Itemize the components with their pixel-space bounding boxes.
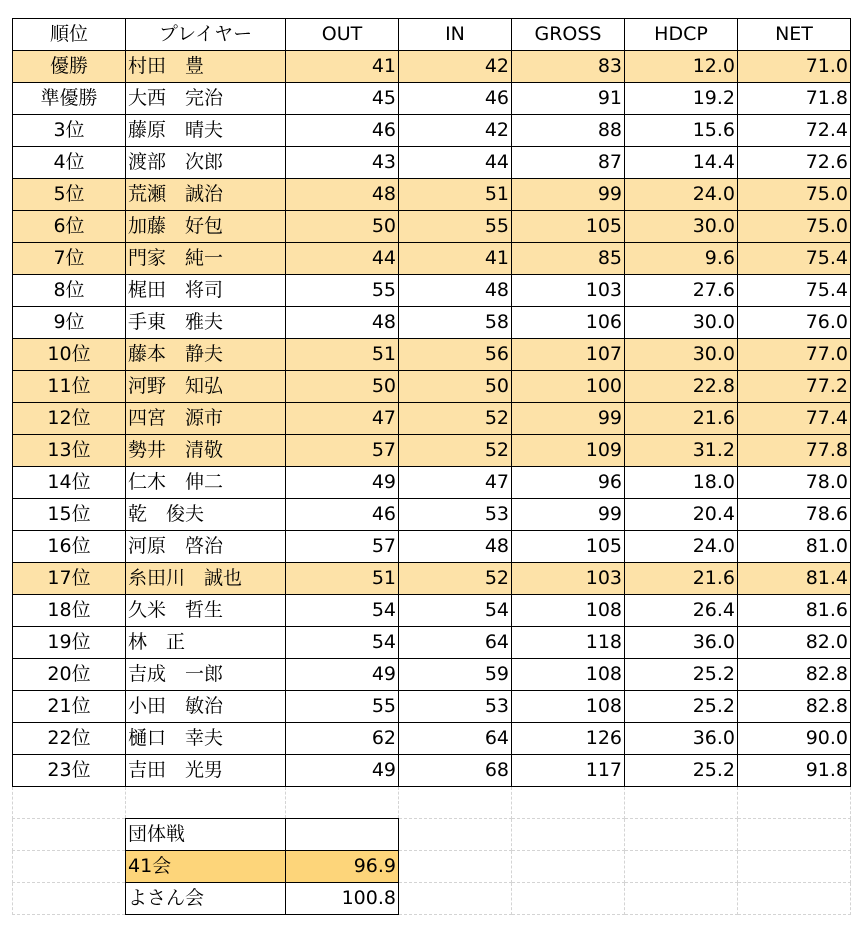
in-cell: 68 — [399, 755, 512, 787]
hdcp-cell: 31.2 — [625, 435, 738, 467]
empty-cell — [738, 819, 851, 851]
empty-cell — [625, 787, 738, 819]
out-cell: 55 — [286, 275, 399, 307]
team-score-cell: 96.9 — [286, 851, 399, 883]
out-cell: 46 — [286, 499, 399, 531]
table-row — [13, 435, 851, 467]
team-row — [13, 883, 851, 915]
gross-cell: 105 — [512, 211, 625, 243]
net-cell: 76.0 — [738, 307, 851, 339]
player-cell: 糸田川 誠也 — [126, 563, 286, 595]
in-cell: 47 — [399, 467, 512, 499]
net-cell: 71.8 — [738, 83, 851, 115]
rank-cell: 22位 — [13, 723, 126, 755]
in-cell: 58 — [399, 307, 512, 339]
hdcp-cell: 27.6 — [625, 275, 738, 307]
table-row — [13, 371, 851, 403]
player-cell: 勢井 清敬 — [126, 435, 286, 467]
team-title-row — [13, 819, 851, 851]
rank-cell: 14位 — [13, 467, 126, 499]
hdcp-cell: 25.2 — [625, 659, 738, 691]
empty-cell — [13, 851, 126, 883]
rank-cell: 5位 — [13, 179, 126, 211]
in-cell: 51 — [399, 179, 512, 211]
in-cell: 52 — [399, 563, 512, 595]
out-cell: 62 — [286, 723, 399, 755]
net-cell: 75.0 — [738, 211, 851, 243]
net-cell: 71.0 — [738, 51, 851, 83]
table-row — [13, 179, 851, 211]
gross-cell: 118 — [512, 627, 625, 659]
gross-cell: 96 — [512, 467, 625, 499]
net-cell: 81.6 — [738, 595, 851, 627]
team-score-cell: 100.8 — [286, 883, 399, 915]
player-cell: 藤原 晴夫 — [126, 115, 286, 147]
header-rank: 順位 — [13, 19, 126, 51]
hdcp-cell: 25.2 — [625, 691, 738, 723]
out-cell: 57 — [286, 531, 399, 563]
net-cell: 90.0 — [738, 723, 851, 755]
gross-cell: 109 — [512, 435, 625, 467]
in-cell: 53 — [399, 499, 512, 531]
table-row — [13, 563, 851, 595]
net-cell: 81.0 — [738, 531, 851, 563]
hdcp-cell: 24.0 — [625, 531, 738, 563]
table-row — [13, 275, 851, 307]
hdcp-cell: 19.2 — [625, 83, 738, 115]
table-row — [13, 51, 851, 83]
hdcp-cell: 25.2 — [625, 755, 738, 787]
gross-cell: 91 — [512, 83, 625, 115]
rank-cell: 優勝 — [13, 51, 126, 83]
rank-cell: 10位 — [13, 339, 126, 371]
table-row — [13, 531, 851, 563]
player-cell: 小田 敏治 — [126, 691, 286, 723]
in-cell: 48 — [399, 275, 512, 307]
gross-cell: 83 — [512, 51, 625, 83]
out-cell: 41 — [286, 51, 399, 83]
rank-cell: 23位 — [13, 755, 126, 787]
header-row — [13, 19, 851, 51]
hdcp-cell: 36.0 — [625, 627, 738, 659]
net-cell: 81.4 — [738, 563, 851, 595]
table-row — [13, 403, 851, 435]
gross-cell: 117 — [512, 755, 625, 787]
empty-cell — [13, 787, 126, 819]
gross-cell: 99 — [512, 179, 625, 211]
header-gross: GROSS — [512, 19, 625, 51]
out-cell: 54 — [286, 595, 399, 627]
player-cell: 林 正 — [126, 627, 286, 659]
net-cell: 78.6 — [738, 499, 851, 531]
player-cell: 樋口 幸夫 — [126, 723, 286, 755]
empty-cell — [399, 851, 512, 883]
in-cell: 42 — [399, 51, 512, 83]
gross-cell: 103 — [512, 563, 625, 595]
header-out: OUT — [286, 19, 399, 51]
player-cell: 仁木 伸二 — [126, 467, 286, 499]
table-row — [13, 339, 851, 371]
out-cell: 49 — [286, 659, 399, 691]
player-cell: 四宮 源市 — [126, 403, 286, 435]
team-name-cell: 団体戦 — [126, 819, 286, 851]
net-cell: 77.8 — [738, 435, 851, 467]
net-cell: 77.2 — [738, 371, 851, 403]
team-score-cell — [286, 819, 399, 851]
out-cell: 51 — [286, 339, 399, 371]
rank-cell: 19位 — [13, 627, 126, 659]
empty-cell — [13, 819, 126, 851]
out-cell: 51 — [286, 563, 399, 595]
player-cell: 久米 哲生 — [126, 595, 286, 627]
in-cell: 53 — [399, 691, 512, 723]
empty-cell — [512, 883, 625, 915]
player-cell: 荒瀬 誠治 — [126, 179, 286, 211]
empty-cell — [512, 851, 625, 883]
gross-cell: 103 — [512, 275, 625, 307]
hdcp-cell: 30.0 — [625, 339, 738, 371]
rank-cell: 6位 — [13, 211, 126, 243]
in-cell: 52 — [399, 435, 512, 467]
team-row — [13, 851, 851, 883]
net-cell: 78.0 — [738, 467, 851, 499]
hdcp-cell: 9.6 — [625, 243, 738, 275]
player-cell: 藤本 静夫 — [126, 339, 286, 371]
in-cell: 52 — [399, 403, 512, 435]
empty-cell — [512, 819, 625, 851]
rank-cell: 13位 — [13, 435, 126, 467]
out-cell: 43 — [286, 147, 399, 179]
rank-cell: 15位 — [13, 499, 126, 531]
table-row — [13, 627, 851, 659]
hdcp-cell: 15.6 — [625, 115, 738, 147]
rank-cell: 18位 — [13, 595, 126, 627]
table-row — [13, 595, 851, 627]
player-cell: 河原 啓治 — [126, 531, 286, 563]
empty-cell — [738, 851, 851, 883]
in-cell: 50 — [399, 371, 512, 403]
team-name-cell: よさん会 — [126, 883, 286, 915]
net-cell: 72.6 — [738, 147, 851, 179]
table-row — [13, 499, 851, 531]
net-cell: 77.0 — [738, 339, 851, 371]
table-row — [13, 723, 851, 755]
rank-cell: 準優勝 — [13, 83, 126, 115]
header-net: NET — [738, 19, 851, 51]
hdcp-cell: 21.6 — [625, 563, 738, 595]
net-cell: 77.4 — [738, 403, 851, 435]
rank-cell: 9位 — [13, 307, 126, 339]
gross-cell: 87 — [512, 147, 625, 179]
empty-cell — [738, 883, 851, 915]
table-row — [13, 243, 851, 275]
net-cell: 82.8 — [738, 691, 851, 723]
rank-cell: 4位 — [13, 147, 126, 179]
net-cell: 82.8 — [738, 659, 851, 691]
player-cell: 村田 豊 — [126, 51, 286, 83]
rank-cell: 11位 — [13, 371, 126, 403]
hdcp-cell: 21.6 — [625, 403, 738, 435]
table-row — [13, 115, 851, 147]
net-cell: 75.4 — [738, 275, 851, 307]
gross-cell: 108 — [512, 595, 625, 627]
table-row — [13, 211, 851, 243]
in-cell: 64 — [399, 627, 512, 659]
rank-cell: 17位 — [13, 563, 126, 595]
in-cell: 41 — [399, 243, 512, 275]
net-cell: 75.0 — [738, 179, 851, 211]
player-cell: 吉田 光男 — [126, 755, 286, 787]
player-cell: 手東 雅夫 — [126, 307, 286, 339]
gross-cell: 108 — [512, 659, 625, 691]
hdcp-cell: 12.0 — [625, 51, 738, 83]
player-cell: 乾 俊夫 — [126, 499, 286, 531]
empty-cell — [399, 883, 512, 915]
out-cell: 48 — [286, 179, 399, 211]
empty-cell — [399, 819, 512, 851]
rank-cell: 12位 — [13, 403, 126, 435]
gross-cell: 106 — [512, 307, 625, 339]
gross-cell: 100 — [512, 371, 625, 403]
gross-cell: 88 — [512, 115, 625, 147]
net-cell: 72.4 — [738, 115, 851, 147]
rank-cell: 8位 — [13, 275, 126, 307]
empty-cell — [286, 787, 399, 819]
rank-cell: 16位 — [13, 531, 126, 563]
table-row — [13, 691, 851, 723]
out-cell: 45 — [286, 83, 399, 115]
hdcp-cell: 18.0 — [625, 467, 738, 499]
hdcp-cell: 22.8 — [625, 371, 738, 403]
out-cell: 44 — [286, 243, 399, 275]
table-row — [13, 83, 851, 115]
results-table — [12, 18, 851, 915]
header-player: プレイヤー — [126, 19, 286, 51]
player-cell: 渡部 次郎 — [126, 147, 286, 179]
out-cell: 49 — [286, 755, 399, 787]
out-cell: 57 — [286, 435, 399, 467]
table-row — [13, 755, 851, 787]
gross-cell: 99 — [512, 499, 625, 531]
empty-cell — [13, 883, 126, 915]
out-cell: 50 — [286, 211, 399, 243]
player-cell: 梶田 将司 — [126, 275, 286, 307]
empty-cell — [399, 787, 512, 819]
player-cell: 河野 知弘 — [126, 371, 286, 403]
in-cell: 55 — [399, 211, 512, 243]
out-cell: 50 — [286, 371, 399, 403]
out-cell: 46 — [286, 115, 399, 147]
gross-cell: 85 — [512, 243, 625, 275]
hdcp-cell: 20.4 — [625, 499, 738, 531]
in-cell: 59 — [399, 659, 512, 691]
header-hdcp: HDCP — [625, 19, 738, 51]
gross-cell: 107 — [512, 339, 625, 371]
header-in: IN — [399, 19, 512, 51]
in-cell: 48 — [399, 531, 512, 563]
empty-cell — [625, 851, 738, 883]
spacer-row — [13, 787, 851, 819]
team-name-cell: 41会 — [126, 851, 286, 883]
out-cell: 55 — [286, 691, 399, 723]
in-cell: 64 — [399, 723, 512, 755]
in-cell: 54 — [399, 595, 512, 627]
out-cell: 54 — [286, 627, 399, 659]
table-row — [13, 659, 851, 691]
table-row — [13, 467, 851, 499]
empty-cell — [625, 883, 738, 915]
rank-cell: 21位 — [13, 691, 126, 723]
rank-cell: 20位 — [13, 659, 126, 691]
in-cell: 46 — [399, 83, 512, 115]
gross-cell: 126 — [512, 723, 625, 755]
hdcp-cell: 26.4 — [625, 595, 738, 627]
empty-cell — [126, 787, 286, 819]
player-cell: 大西 完治 — [126, 83, 286, 115]
hdcp-cell: 14.4 — [625, 147, 738, 179]
in-cell: 56 — [399, 339, 512, 371]
gross-cell: 105 — [512, 531, 625, 563]
table-row — [13, 307, 851, 339]
hdcp-cell: 36.0 — [625, 723, 738, 755]
gross-cell: 99 — [512, 403, 625, 435]
net-cell: 82.0 — [738, 627, 851, 659]
out-cell: 48 — [286, 307, 399, 339]
player-cell: 加藤 好包 — [126, 211, 286, 243]
net-cell: 91.8 — [738, 755, 851, 787]
table-row — [13, 147, 851, 179]
out-cell: 47 — [286, 403, 399, 435]
empty-cell — [512, 787, 625, 819]
in-cell: 44 — [399, 147, 512, 179]
player-cell: 門家 純一 — [126, 243, 286, 275]
rank-cell: 3位 — [13, 115, 126, 147]
empty-cell — [625, 819, 738, 851]
in-cell: 42 — [399, 115, 512, 147]
net-cell: 75.4 — [738, 243, 851, 275]
hdcp-cell: 30.0 — [625, 211, 738, 243]
out-cell: 49 — [286, 467, 399, 499]
gross-cell: 108 — [512, 691, 625, 723]
hdcp-cell: 24.0 — [625, 179, 738, 211]
hdcp-cell: 30.0 — [625, 307, 738, 339]
rank-cell: 7位 — [13, 243, 126, 275]
player-cell: 吉成 一郎 — [126, 659, 286, 691]
empty-cell — [738, 787, 851, 819]
